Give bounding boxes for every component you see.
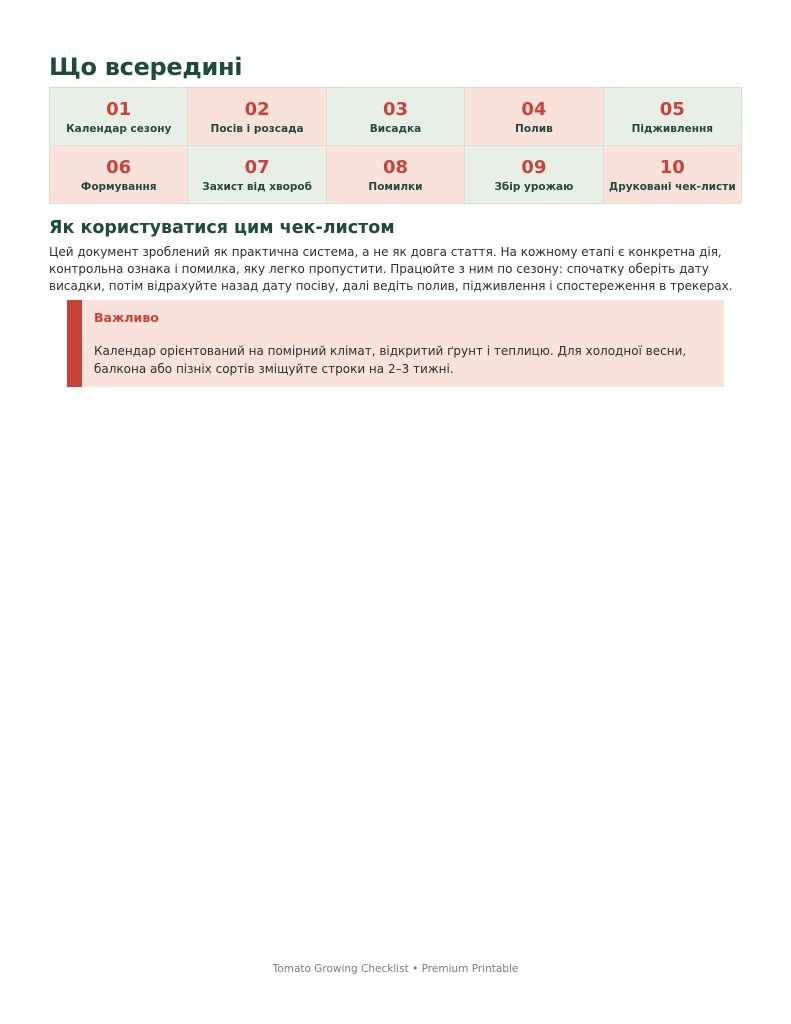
item-label: Календар сезону bbox=[66, 123, 172, 135]
item-number: 05 bbox=[659, 99, 685, 120]
contents-title: Що всередині bbox=[49, 53, 243, 81]
item-number: 07 bbox=[244, 157, 270, 178]
contents-item-04 bbox=[465, 88, 603, 146]
item-label: Друковані чек-листи bbox=[608, 181, 736, 193]
item-number: 08 bbox=[382, 157, 409, 178]
contents-item-02 bbox=[188, 88, 326, 146]
item-label: Формування bbox=[80, 181, 157, 193]
item-number: 04 bbox=[521, 99, 547, 120]
usage-heading: Як користуватися цим чек-листом bbox=[49, 218, 395, 238]
contents-item-08 bbox=[327, 146, 465, 204]
item-number: 03 bbox=[382, 99, 409, 120]
item-label: Помилки bbox=[368, 181, 423, 193]
contents-item-05 bbox=[604, 88, 742, 146]
item-label: Підживлення bbox=[631, 123, 713, 135]
callout-body: Календар орієнтований на помірний клімат, відкритий ґрунт і теплицю. Для холодної весни, балкона або пізніх сортів зміщуйте строки на 2–3 тижні. bbox=[94, 344, 687, 376]
contents-item-01 bbox=[50, 88, 188, 146]
item-number: 10 bbox=[659, 157, 685, 178]
callout-title: Важливо bbox=[94, 310, 159, 325]
page-footer: Tomato Growing Checklist • Premium Printable bbox=[272, 963, 519, 975]
contents-item-03 bbox=[327, 88, 465, 146]
contents-item-06 bbox=[50, 146, 188, 204]
contents-item-10 bbox=[604, 146, 742, 204]
item-label: Збір урожаю bbox=[494, 181, 574, 193]
item-number: 01 bbox=[106, 99, 132, 120]
item-label: Полив bbox=[515, 123, 553, 135]
contents-item-07 bbox=[188, 146, 326, 204]
item-number: 02 bbox=[244, 99, 270, 120]
item-number: 06 bbox=[106, 157, 132, 178]
contents-grid bbox=[49, 87, 742, 204]
item-number: 09 bbox=[521, 157, 547, 178]
item-label: Посів і розсада bbox=[210, 123, 304, 135]
contents-item-09 bbox=[465, 146, 603, 204]
item-label: Висадка bbox=[369, 123, 422, 135]
usage-paragraph: Цей документ зроблений як практична система, а не як довга стаття. На кожному етапі є конкретна дія, контрольна ознака і помилка, яку легко пропустити. Працюйте з ним по сезону: спочатку оберіть дату висадки, потім відрахуйте назад дату посіву, далі ведіть полив, підживлення і спостереження в трекерах. bbox=[49, 245, 733, 293]
item-label: Захист від хвороб bbox=[202, 181, 312, 193]
important-callout bbox=[67, 300, 724, 387]
